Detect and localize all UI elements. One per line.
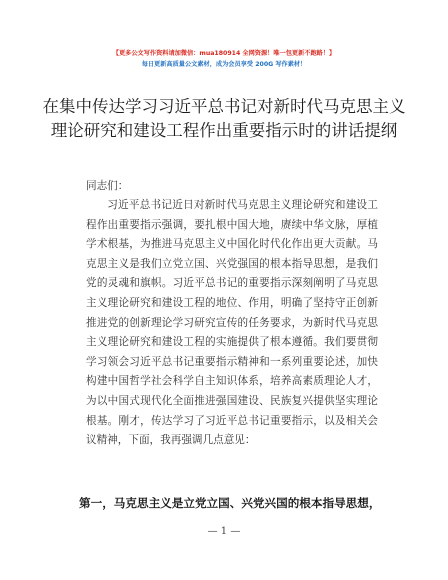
promo-banner xyxy=(0,48,448,70)
document-body xyxy=(86,176,378,451)
page-number: — 1 — xyxy=(207,526,241,537)
document-title: 在集中传达学习习近平总书记对新时代马克思主义理论研究和建设工程作出重要指示时的讲话提纲 xyxy=(42,97,406,140)
body-paragraph: 习近平总书记近日对新时代马克思主义理论研究和建设工程作出重要指示强调，要扎根中国大地，赓续中华文脉，厚植学术根基，为推进马克思主义中国化时代化作出更大贡献。马克思主义是我们立党立国、兴党强国的根本指导思想，是我们党的灵魂和旗帜。习近平总书记的重要指示深刻阐明了马克思主义理论研究和建设工程的地位、作用，明确了坚持守正创新推进党的创新理论学习研究宣传的任务要求，为新时代马克思主义理论研究和建设工程的实施提供了根本遵循。我们要贯彻学习领会习近平总书记重要指示精神和一系列重要论述，加快构建中国哲学社会科学自主知识体系，培养高素质理论人才，为以中国式现代化全面推进强国建设、民族复兴提供坚实理论根基。刚才，传达学习了习近平总书记重要指示，以及相关会议精神，下面，我再强调几点意见： xyxy=(86,199,378,447)
promo-line-1: 【更多公文写作资料请加微信：mua180914 全网资源！唯一包更新不跑路！】 xyxy=(112,50,336,57)
section-heading: 第一，马克思主义是立党立国、兴党兴国的根本指导思想， xyxy=(79,496,381,510)
promo-line-2: 每日更新高质量公文素材，成为会员享受 200G 写作素材！ xyxy=(141,61,307,68)
greeting: 同志们： xyxy=(86,180,129,192)
